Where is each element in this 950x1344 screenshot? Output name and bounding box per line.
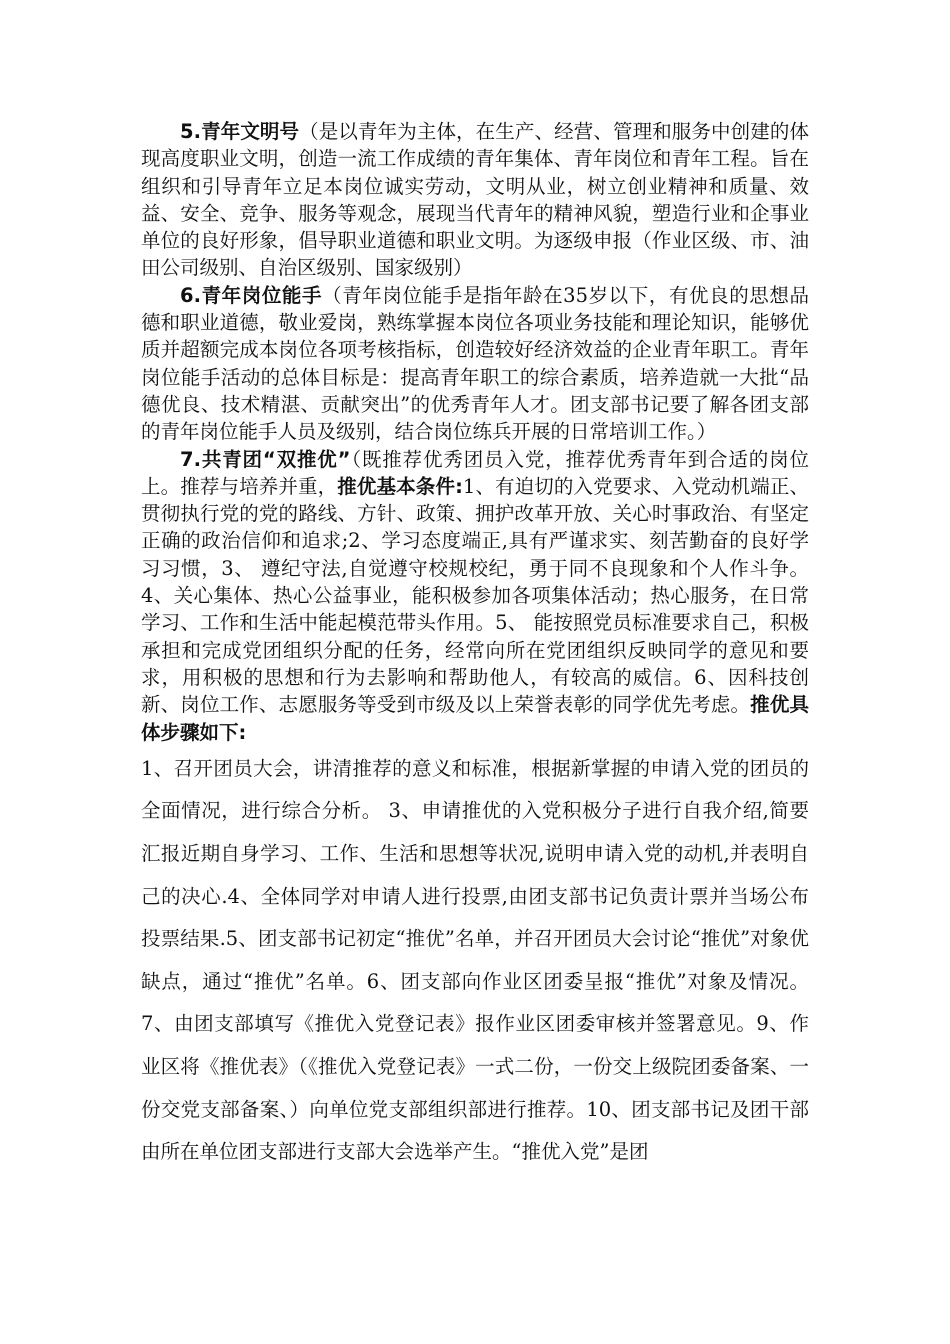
paragraph-recommendation-steps: 1、召开团员大会，讲清推荐的意义和标准，根据新掌握的申请入党的团员的全面情况，进行综合分析。 3、申请推优的入党积极分子进行自我介绍,简要汇报近期自身学习、工作、生活和思想等状况,说明申请入党的动机,并表明自己的决心.4、全体同学对申请人进行投票,由团支部书记负责计票并当场公布投票结果.5、团支部书记初定“推优”名单，并召开团员大会讨论“推优”对象优缺点，通过“推优”名单。6、团支部向作业区团委呈报“推优”对象及情况。7、由团支部填写《推优入党登记表》报作业区团委审核并签署意见。9、作业区将《推优表》（《推优入党登记表》一式二份，一份交上级院团委备案、一份交党支部备案、）向单位党支部组织部进行推荐。10、团支部书记及团干部由所在单位团支部进行支部大会选举产生。“推优入党”是团 bbox=[141, 756, 809, 1164]
subheading-basic-conditions: 推优基本条件: bbox=[337, 474, 463, 498]
document-body bbox=[141, 118, 809, 1174]
heading-youth-post-expert: 6.青年岗位能手 bbox=[180, 283, 323, 307]
subheading-specific-steps: 推优具体步骤如下: bbox=[141, 693, 809, 744]
text-double-recommendation-b: 1、有迫切的入党要求、入党动机端正、贯彻执行党的党的路线、方针、政策、拥护改革开放、关心时事政治、有坚定正确的政治信仰和追求;2、学习态度端正,具有严谨求实、刻苦勤奋的良好学习习惯，3、 遵纪守法,自觉遵守校规校纪，勇于同不良现象和个人作斗争。4、关心集体、热心公益事业，能积极参加各项集体活动；热心服务，在日常学习、工作和生活中能起模范带头作用。5、 能按照党员标准要求自己，积极承担和完成党团组织分配的任务，经常向所在党团组织反映同学的意见和要求，用积极的思想和行为去影响和帮助他人，有较高的威信。6、因科技创新、岗位工作、志愿服务等受到市级及以上荣誉表彰的同学优先考虑。 bbox=[141, 474, 809, 717]
text-youth-post-expert: （青年岗位能手是指年龄在35岁以下，有优良的思想品德和职业道德，敬业爱岗，熟练掌握本岗位各项业务技能和理论知识，能够优质并超额完成本岗位各项考核指标，创造较好经济效益的企业青年职工。青年岗位能手活动的总体目标是：提高青年职工的综合素质，培养造就一大批“品德优良、技术精湛、贡献突出”的优秀青年人才。团支部书记要了解各团支部的青年岗位能手人员及级别，结合岗位练兵开展的日常培训工作。） bbox=[141, 283, 809, 444]
paragraph-youth-post-expert bbox=[141, 282, 809, 446]
heading-youth-civilization: 5.青年文明号 bbox=[180, 120, 300, 143]
text-double-recommendation-a: （既推荐优秀团员入党，推荐优秀青年到合适的岗位上。推荐与培养并重， bbox=[141, 447, 809, 498]
text-youth-civilization: （是以青年为主体，在生产、经营、管理和服务中创建的体现高度职业文明，创造一流工作成绩的青年集体、青年岗位和青年工程。旨在组织和引导青年立足本岗位诚实劳动，文明从业，树立创业精神和质量、效益、安全、竞争、服务等观念，展现当代青年的精神风貌，塑造行业和企事业单位的良好形象，倡导职业道德和职业文明。为逐级申报（作业区级、市、油田公司级别、自治区级别、国家级别） bbox=[141, 120, 809, 280]
paragraph-youth-civilization bbox=[141, 118, 809, 282]
paragraph-double-recommendation bbox=[141, 446, 809, 746]
heading-double-recommendation: 7.共青团“双推优” bbox=[180, 447, 351, 471]
